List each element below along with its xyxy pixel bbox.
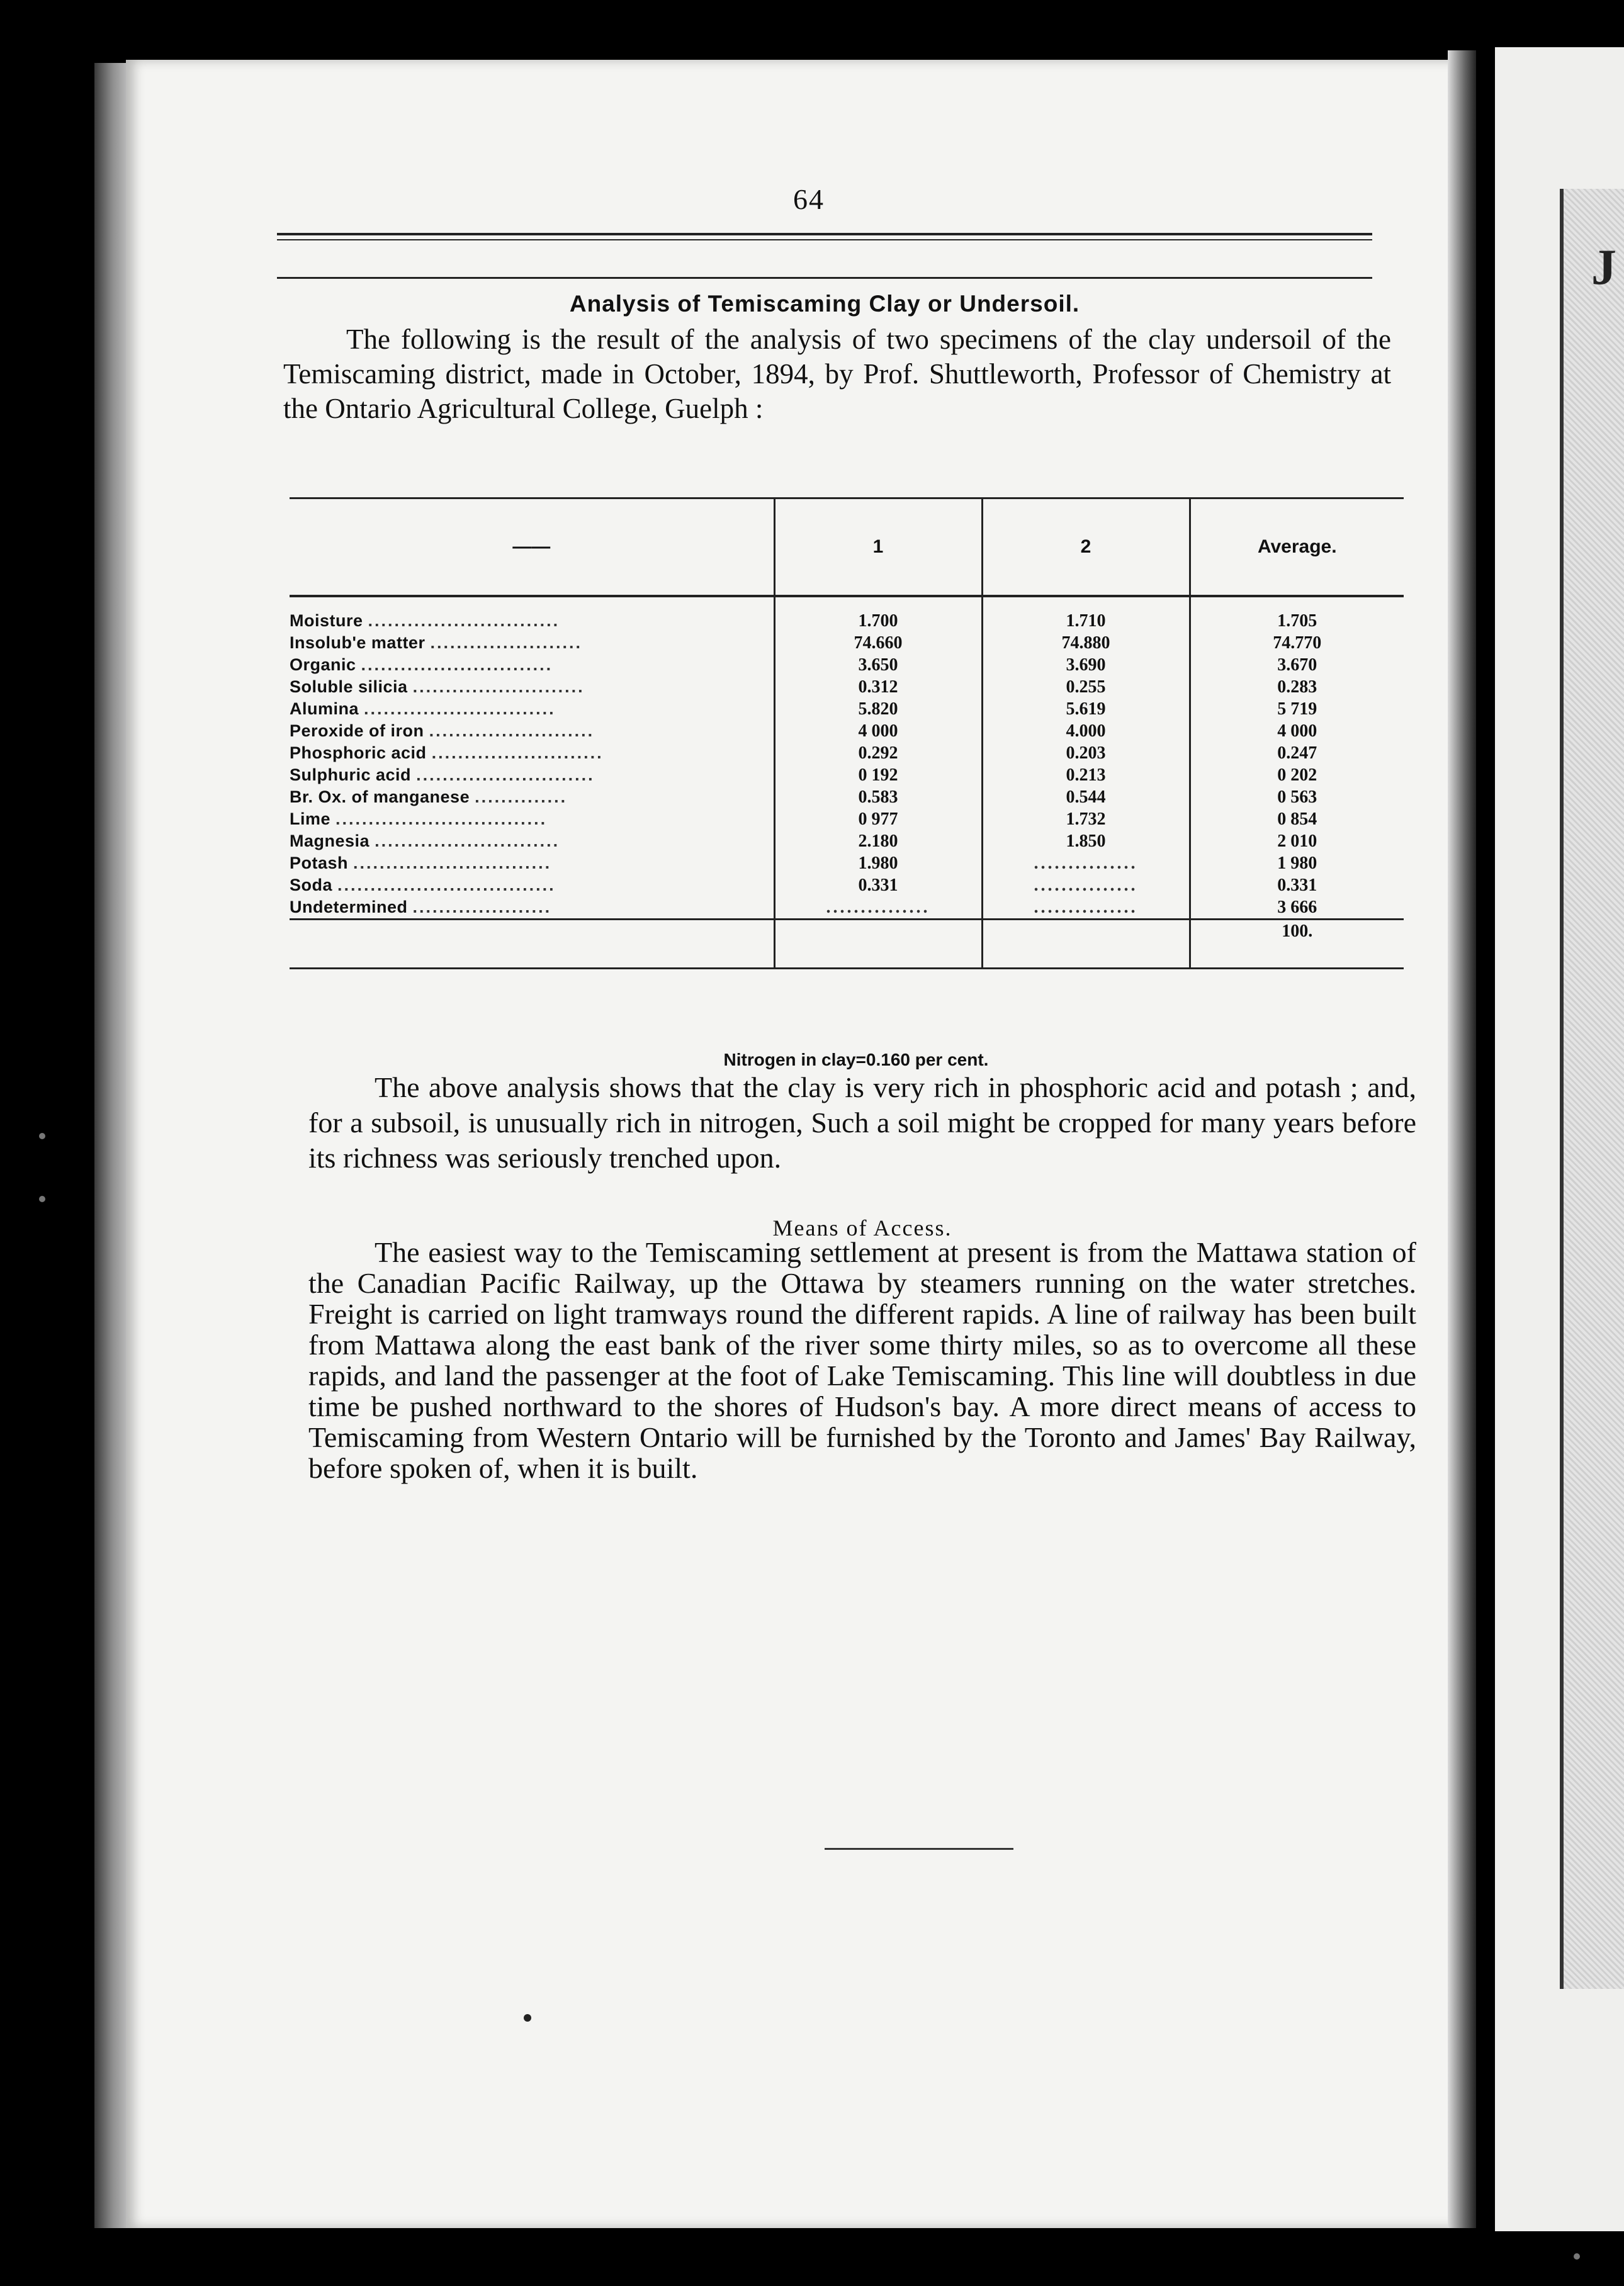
cell-specimen-1: 74.660 [774, 632, 982, 654]
row-label: Soda [290, 876, 333, 894]
cell-specimen-2: 0.255 [982, 676, 1190, 698]
table-bottom-row [290, 942, 1404, 969]
cell-specimen-1: 2.180 [774, 830, 982, 852]
cell-average: 0 202 [1277, 765, 1317, 785]
cell-specimen-2: 74.880 [982, 632, 1190, 654]
section-title: Analysis of Temiscaming Clay or Undersoil. [569, 291, 1080, 317]
cell-specimen-1: 0 192 [774, 764, 982, 786]
table-row: Br. Ox. of manganese .............. 0.583 0.544 0 563 [290, 786, 1404, 808]
cell-specimen-2: 1.850 [982, 830, 1190, 852]
cell-specimen-2: 5.619 [982, 698, 1190, 720]
cell-specimen-2: 0.213 [982, 764, 1190, 786]
table-row: Insolub'e matter ....................... 74.660 74.880 74.770 [290, 632, 1404, 654]
cell-specimen-2: 0.203 [982, 742, 1190, 764]
table-row: Magnesia ............................ 2.180 1.850 2 010 [290, 830, 1404, 852]
cell-average: 0.283 [1277, 677, 1317, 697]
cell-average: 3.670 [1277, 655, 1317, 675]
facing-page-letter: J [1591, 240, 1616, 295]
row-label: Magnesia [290, 831, 370, 850]
facing-page-image-strip [1560, 189, 1624, 1989]
cell-specimen-2: 1.710 [982, 596, 1190, 632]
cell-average: 1 980 [1277, 853, 1317, 873]
scan-speck [39, 1133, 45, 1139]
cell-average: 3 666 [1277, 898, 1317, 917]
column-header-specimen-1: 1 [774, 498, 982, 597]
table-row: Alumina ............................. 5.820 5.619 5 719 [290, 698, 1404, 720]
row-label: Phosphoric acid [290, 743, 427, 762]
table-row: Phosphoric acid .......................... 0.292 0.203 0.247 [290, 742, 1404, 764]
header-rule-top [277, 233, 1372, 235]
cell-specimen-1: 0 977 [774, 808, 982, 830]
table-row: Peroxide of iron ......................... 4 000 4.000 4 000 [290, 720, 1404, 742]
cell-specimen-2: 0.544 [982, 786, 1190, 808]
cell-average: 2 010 [1277, 831, 1317, 851]
table-row: Sulphuric acid ........................... 0 192 0.213 0 202 [290, 764, 1404, 786]
row-label: Insolub'e matter [290, 633, 426, 652]
row-label: Sulphuric acid [290, 765, 412, 784]
table-total-row [290, 920, 1404, 943]
cell-specimen-1: 5.820 [774, 698, 982, 720]
cell-specimen-2: 3.690 [982, 654, 1190, 676]
header-rule-lower [277, 277, 1372, 279]
intro-paragraph: The following is the result of the analysis of two specimens of the clay undersoil of the Temiscaming district, made in October, 1894, by Prof. Shuttleworth, Professor of Chemistry at the Ontario Agricultural College, Guelph : [283, 324, 1391, 424]
cell-specimen-1: 0.331 [774, 874, 982, 896]
nitrogen-note: Nitrogen in clay=0.160 per cent. [723, 1050, 989, 1069]
cell-average: 5 719 [1277, 699, 1317, 719]
table-row: Organic ............................. 3.650 3.690 3.670 [290, 654, 1404, 676]
cell-specimen-1: 4 000 [774, 720, 982, 742]
cell-specimen-2-empty: ............... [982, 852, 1190, 874]
row-label: Peroxide of iron [290, 721, 424, 740]
table-row: Soda ................................. 0.331 ............... 0.331 [290, 874, 1404, 896]
table-row: Soluble silicia .......................... 0.312 0.255 0.283 [290, 676, 1404, 698]
cell-average: 0 854 [1277, 809, 1317, 829]
column-header-average: Average. [1190, 498, 1404, 597]
cell-average: 1.705 [1277, 611, 1317, 631]
row-label: Soluble silicia [290, 677, 408, 696]
table-row: Moisture ............................. 1.700 1.710 1.705 [290, 596, 1404, 632]
cell-specimen-2-empty: ............... [982, 874, 1190, 896]
cell-specimen-1: 0.583 [774, 786, 982, 808]
cell-specimen-1: 0.312 [774, 676, 982, 698]
table-row: Undetermined ..................... ............... ............... 3 666 [290, 896, 1404, 920]
scan-speck [1574, 2253, 1580, 2260]
clay-analysis-table [290, 497, 1404, 969]
page-gutter-shadow [1448, 50, 1476, 2228]
cell-specimen-2: 4.000 [982, 720, 1190, 742]
analysis-commentary-paragraph: The above analysis shows that the clay is very rich in phosphoric acid and potash ; and, for a subsoil, is unusually rich in nitrogen, Such a soil might be cropped for many years before its richness was seriously trenched upon. [308, 1071, 1416, 1174]
cell-total: 100. [1190, 920, 1404, 943]
column-header-label: —— [290, 498, 774, 597]
cell-specimen-1: 3.650 [774, 654, 982, 676]
cell-average: 74.770 [1273, 633, 1322, 653]
cell-average: 4 000 [1277, 721, 1317, 741]
header-rule-thin [277, 239, 1372, 240]
means-of-access-paragraph: The easiest way to the Temiscaming settlement at present is from the Mattawa station of the Canadian Pacific Railway, up the Ottawa by steamers running on the water stretches. Freight is carried on light tramways round the different rapids. A line of railway has been built from Mattawa along the east bank of the river some thirty miles, so as to overcome all these rapids, and land the passenger at the foot of Lake Temiscaming. This line will doubtless in due time be pushed northward to the shores of Hudson's bay. A more direct means of access to Temiscaming from Western Ontario will be furnished by the Toronto and James' Bay Railway, before spoken of, when it is built. [308, 1236, 1416, 1484]
ink-speck [524, 2014, 531, 2022]
row-label: Moisture [290, 611, 363, 630]
cell-average: 0.331 [1277, 876, 1317, 895]
row-label: Organic [290, 655, 356, 674]
table-header-row [290, 498, 1404, 597]
cell-specimen-1: 1.700 [774, 596, 982, 632]
table-row: Potash .............................. 1.980 ............... 1 980 [290, 852, 1404, 874]
row-label: Potash [290, 853, 349, 872]
cell-average: 0 563 [1277, 787, 1317, 807]
row-label: Undetermined [290, 898, 408, 916]
table-row: Lime ................................ 0 977 1.732 0 854 [290, 808, 1404, 830]
scan-speck [39, 1196, 45, 1202]
cell-average: 0.247 [1277, 743, 1317, 763]
cell-specimen-1: 0.292 [774, 742, 982, 764]
closing-rule [825, 1848, 1013, 1850]
column-header-specimen-2: 2 [982, 498, 1190, 597]
cell-specimen-1-empty: ............... [774, 896, 982, 920]
cell-specimen-2: 1.732 [982, 808, 1190, 830]
row-label: Alumina [290, 699, 359, 718]
section-subheading: Means of Access. [772, 1215, 952, 1241]
row-label: Br. Ox. of manganese [290, 787, 470, 806]
page-number: 64 [793, 183, 825, 215]
cell-specimen-2-empty: ............... [982, 896, 1190, 920]
row-label: Lime [290, 809, 331, 828]
cell-specimen-1: 1.980 [774, 852, 982, 874]
